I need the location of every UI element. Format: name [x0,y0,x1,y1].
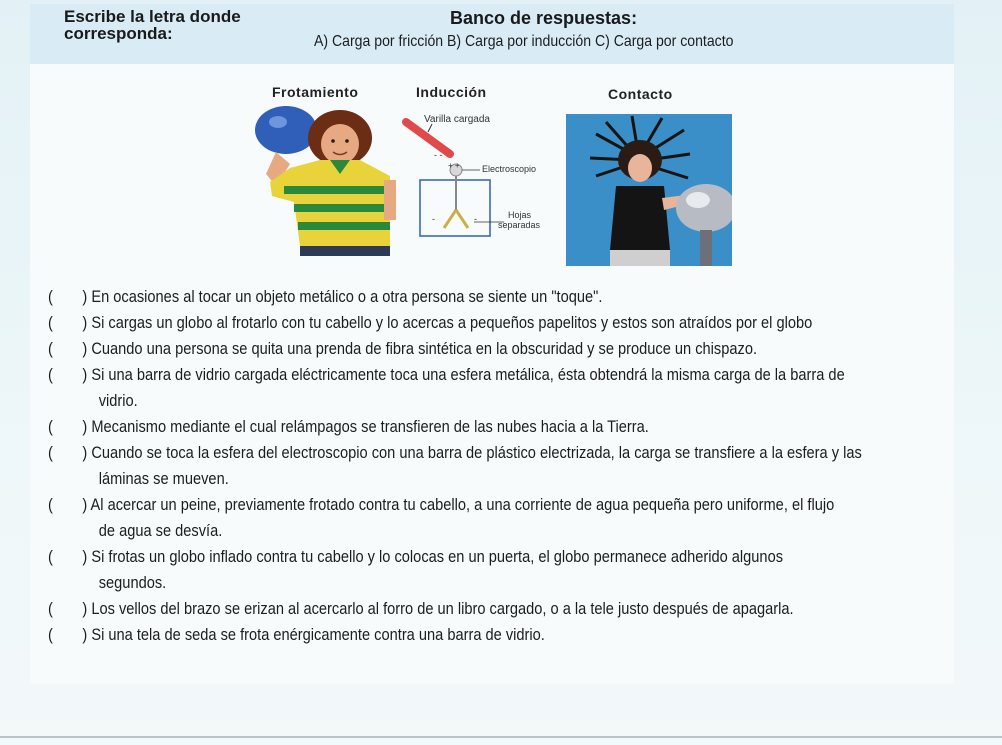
question-text-continued: láminas se mueven. [98,469,229,488]
question-3: ( ) Cuando una persona se quita una prenda de fibra sintética en la obscuridad y se produce un chispazo. [48,336,948,362]
answer-blank[interactable]: ( [48,339,53,358]
svg-text:+ +: + + [448,161,460,170]
question-text: Si una barra de vidrio cargada eléctricamente toca una esfera metálica, ésta obtendrá la misma carga de la barra de [91,365,845,384]
answer-blank[interactable]: ( [48,443,53,462]
svg-text:-: - [432,214,435,224]
instruction-line-1: Escribe la letra donde [64,7,241,26]
hojas-label-1: Hojas [508,210,532,220]
question-text: Si una tela de seda se frota enérgicamente contra una barra de vidrio. [91,625,545,644]
question-8: ( ) Si frotas un globo inflado contra tu cabello y lo colocas en un puerta, el globo permanece adherido algunos segundos. [48,544,948,596]
question-text: En ocasiones al tocar un objeto metálico o a otra persona se siente un "toque". [91,287,603,306]
answer-blank[interactable]: ( [48,625,53,644]
contacto-label: Contacto [608,86,673,102]
answer-bank-options: A) Carga por fricción B) Carga por inducción C) Carga por contacto [314,33,734,50]
answer-blank[interactable]: ( [48,417,53,436]
frotamiento-label: Frotamiento [272,84,359,100]
question-list [48,284,948,648]
hojas-label-2: separadas [498,220,541,230]
question-text: Al acercar un peine, previamente frotado contra tu cabello, a una corriente de agua pequeña pero uniforme, el flujo [90,495,835,514]
answer-bank-title: Banco de respuestas: [450,8,638,28]
question-2: ( ) Si cargas un globo al frotarlo con tu cabello y lo acercas a pequeños papelitos y estos son atraídos por el globo [48,310,948,336]
question-text: Cuando una persona se quita una prenda de fibra sintética en la obscuridad y se produce un chispazo. [91,339,758,358]
svg-text:-: - [474,214,477,224]
svg-text:- -: - - [434,150,443,160]
instruction-line-2: corresponda: [64,24,173,43]
question-10: ( ) Si una tela de seda se frota enérgicamente contra una barra de vidrio. [48,622,948,648]
answer-blank[interactable]: ( [48,365,53,384]
question-text: Mecanismo mediante el cual relámpagos se transfieren de las nubes hacia a la Tierra. [91,417,649,436]
question-6: ( ) Cuando se toca la esfera del electroscopio con una barra de plástico electrizada, la carga se transfiere a la esfera y las láminas se mueven. [48,440,948,492]
answer-blank[interactable]: ( [48,313,53,332]
question-text: Cuando se toca la esfera del electroscopio con una barra de plástico electrizada, la carga se transfiere a la esfera y las [91,443,862,462]
answer-blank[interactable]: ( [48,599,53,618]
question-9: ( ) Los vellos del brazo se erizan al acercarlo al forro de un libro cargado, o a la tele justo después de apagarla. [48,596,948,622]
induccion-label: Inducción [416,84,487,100]
answer-blank[interactable]: ( [48,495,53,514]
electroscopio-label: Electroscopio [482,164,537,174]
question-text: Si cargas un globo al frotarlo con tu cabello y lo acercas a pequeños papelitos y estos son atraídos por el globo [91,313,813,332]
frotamiento-illustration [250,104,400,256]
question-text-continued: de agua se desvía. [98,521,223,540]
answer-blank[interactable]: ( [48,287,53,306]
page-edge-line [0,736,1002,738]
question-text-continued: segundos. [98,573,167,592]
question-text-continued: vidrio. [98,391,138,410]
question-7: ( ) Al acercar un peine, previamente frotado contra tu cabello, a una corriente de agua pequeña pero uniforme, el flujo de agua se desvía. [48,492,948,544]
instruction [64,8,294,42]
varilla-label: Varilla cargada [424,114,490,125]
question-text: Los vellos del brazo se erizan al acercarlo al forro de un libro cargado, o a la tele justo después de apagarla. [91,599,794,618]
induccion-illustration [398,110,566,240]
contacto-photo [566,114,732,266]
question-5: ( ) Mecanismo mediante el cual relámpagos se transfieren de las nubes hacia a la Tierra. [48,414,948,440]
question-1: ( ) En ocasiones al tocar un objeto metálico o a otra persona se siente un "toque". [48,284,948,310]
question-4: ( ) Si una barra de vidrio cargada eléctricamente toca una esfera metálica, ésta obtendrá la misma carga de la barra de vidrio. [48,362,948,414]
question-text: Si frotas un globo inflado contra tu cabello y lo colocas en un puerta, el globo permanece adherido algunos [91,547,784,566]
answer-blank[interactable]: ( [48,547,53,566]
